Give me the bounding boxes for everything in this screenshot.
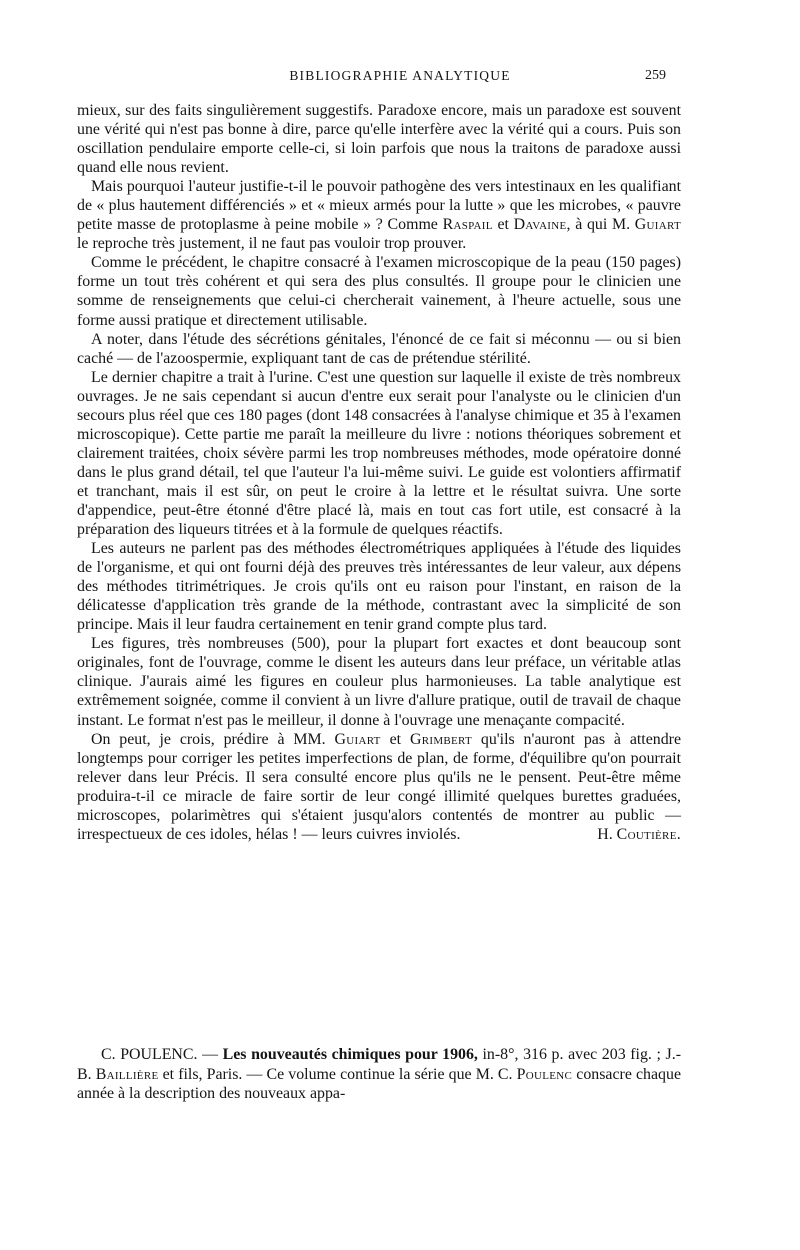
paragraph-raspail (77, 177, 681, 253)
review-author: C. POULENC. (101, 1046, 198, 1063)
running-title: BIBLIOGRAPHIE ANALYTIQUE (289, 68, 511, 83)
review-paragraph (77, 1045, 681, 1104)
person-name: Guiart (334, 730, 381, 748)
paragraph-secretions: A noter, dans l'étude des sécrétions génitales, l'énoncé de ce fait si méconnu — ou si bien caché — de l'azoospermie, expliquant tant de cas de prétendue stérilité. (77, 330, 681, 367)
text-run: consacre chaque année à la description des nouveaux appa- (77, 1065, 681, 1102)
paragraph-conclusion (77, 730, 681, 844)
text-run: le reproche très justement, il ne faut pas vouloir trop prouver. (77, 235, 467, 253)
publisher-name: Baillière (95, 1065, 159, 1083)
article-body (77, 101, 681, 844)
text-run: — (197, 1046, 223, 1063)
person-name: Raspail (442, 216, 493, 234)
text-run: et (380, 730, 410, 748)
paragraph-peau: Comme le précédent, le chapitre consacré à l'examen microscopique de la peau (150 pages) forme un tout très cohérent et qui sera des plus consultés. Il groupe pour le clinicien une somme de renseignements que celui-ci chercherait vainement, à l'heure actuelle, sous une forme aussi pratique et directement utilisable. (77, 254, 681, 329)
person-name: Grimbert (409, 730, 473, 748)
paragraph-methodes: Les auteurs ne parlent pas des méthodes électrométriques appliquées à l'étude des liquides de l'organisme, et qui ont fourni déjà des preuves très intéressantes de leur valeur, aux dépens des méthodes titrimétriques. Je crois qu'ils ont eu raison pour l'instant, en raison de la délicatesse d'application très grande de la méthode, contrastant avec la simplicité de son principe. Mais il leur faudra certainement en tenir grand compte plus tard. (77, 540, 681, 634)
paragraph-urine: Le dernier chapitre a trait à l'urine. C'est une question sur laquelle il existe de très nombreux ouvrages. Je ne sais cependant si aucun d'entre eux serait pour l'analyste ou le clinicien d'un secours plus réel que ces 180 pages (dont 148 consacrées à l'analyse chimique et 35 à l'examen microscopique). Cette partie me paraît la meilleure du livre : notions théoriques sobrement et clairement traitées, choix sévère parmi les trop nombreuses méthodes, mode opératoire donné dans le plus grand détail, tel que l'auteur l'a lui-même suivi. Le guide est volontiers affirmatif et tranchant, mais il est sûr, on peut le croire à la lettre et le résultat suivra. Une sorte d'appendice, peut-être étonné d'être placé là, mais en tout cas fort utile, est consacré à la préparation des liqueurs titrées et à la formule de quelques réactifs. (77, 368, 681, 539)
signature-name: Coutière. (616, 825, 681, 843)
paragraph-figures: Les figures, très nombreuses (500), pour la plupart fort exactes et dont beaucoup sont originales, font de l'ouvrage, comme le disent les auteurs dans leur préface, un véritable atlas clinique. J'aurais aimé les figures en couleur plus harmonieuses. La table analytique est extrêmement soignée, comme il convient à un livre d'allure pratique, outil de travail de chaque instant. Le format n'est pas le meilleur, il donne à l'ouvrage une menaçante compacité. (77, 635, 681, 729)
page-number: 259 (645, 68, 666, 83)
signature-initial: H. (597, 825, 617, 843)
person-name: Guiart (634, 216, 681, 234)
text-run: qu'ils n'auront pas à attendre longtemps pour corriger les petites imperfections de plan, de forme, d'équilibre qu'on pourrait relever dans leur Précis. Il sera consulté encore plus qu'ils ne le pensent. Peut-être même produira-t-il ce miracle de faire sortir de leur congé illimité quelques burettes graduées, microscopes, polarimètres qui s'étaient jusqu'alors contentés de montrer au public — irrespectueux de ces idoles, hélas ! — leurs cuivres inviolés. (77, 730, 681, 843)
text-run: in-8°, 316 p. avec 203 fig. ; J.-B. (77, 1046, 682, 1083)
signature (583, 825, 681, 844)
text-run: , à qui M. (566, 216, 635, 234)
person-name: Poulenc (516, 1065, 573, 1083)
text-run: et (492, 216, 514, 234)
person-name: Davaine (513, 216, 567, 234)
text-run: Mais pourquoi l'auteur justifie-t-il le pouvoir pathogène des vers intestinaux en les qualifiant de « plus hautement différenciés » et « mieux armés pour la lutte » que les microbes, « pauvre petite masse de protoplasme à peine mobile » ? Comme (77, 178, 681, 234)
review-entry (77, 1045, 681, 1104)
paragraph-continuation: mieux, sur des faits singulièrement suggestifs. Paradoxe encore, mais un paradoxe est souvent une vérité qui n'est pas bonne à dire, parce qu'elle interfère avec la vérité qui a cours. Puis son oscillation pendulaire emporte celle-ci, si loin parfois que nous la traitons de paradoxe aussi quand elle nous revient. (77, 102, 681, 177)
text-run: On peut, je crois, prédire à MM. (91, 730, 335, 748)
review-title: Les nouveautés chimiques pour 1906, (222, 1046, 478, 1063)
text-run: et fils, Paris. — Ce volume continue la série que M. C. (158, 1065, 517, 1083)
running-head (0, 68, 800, 88)
